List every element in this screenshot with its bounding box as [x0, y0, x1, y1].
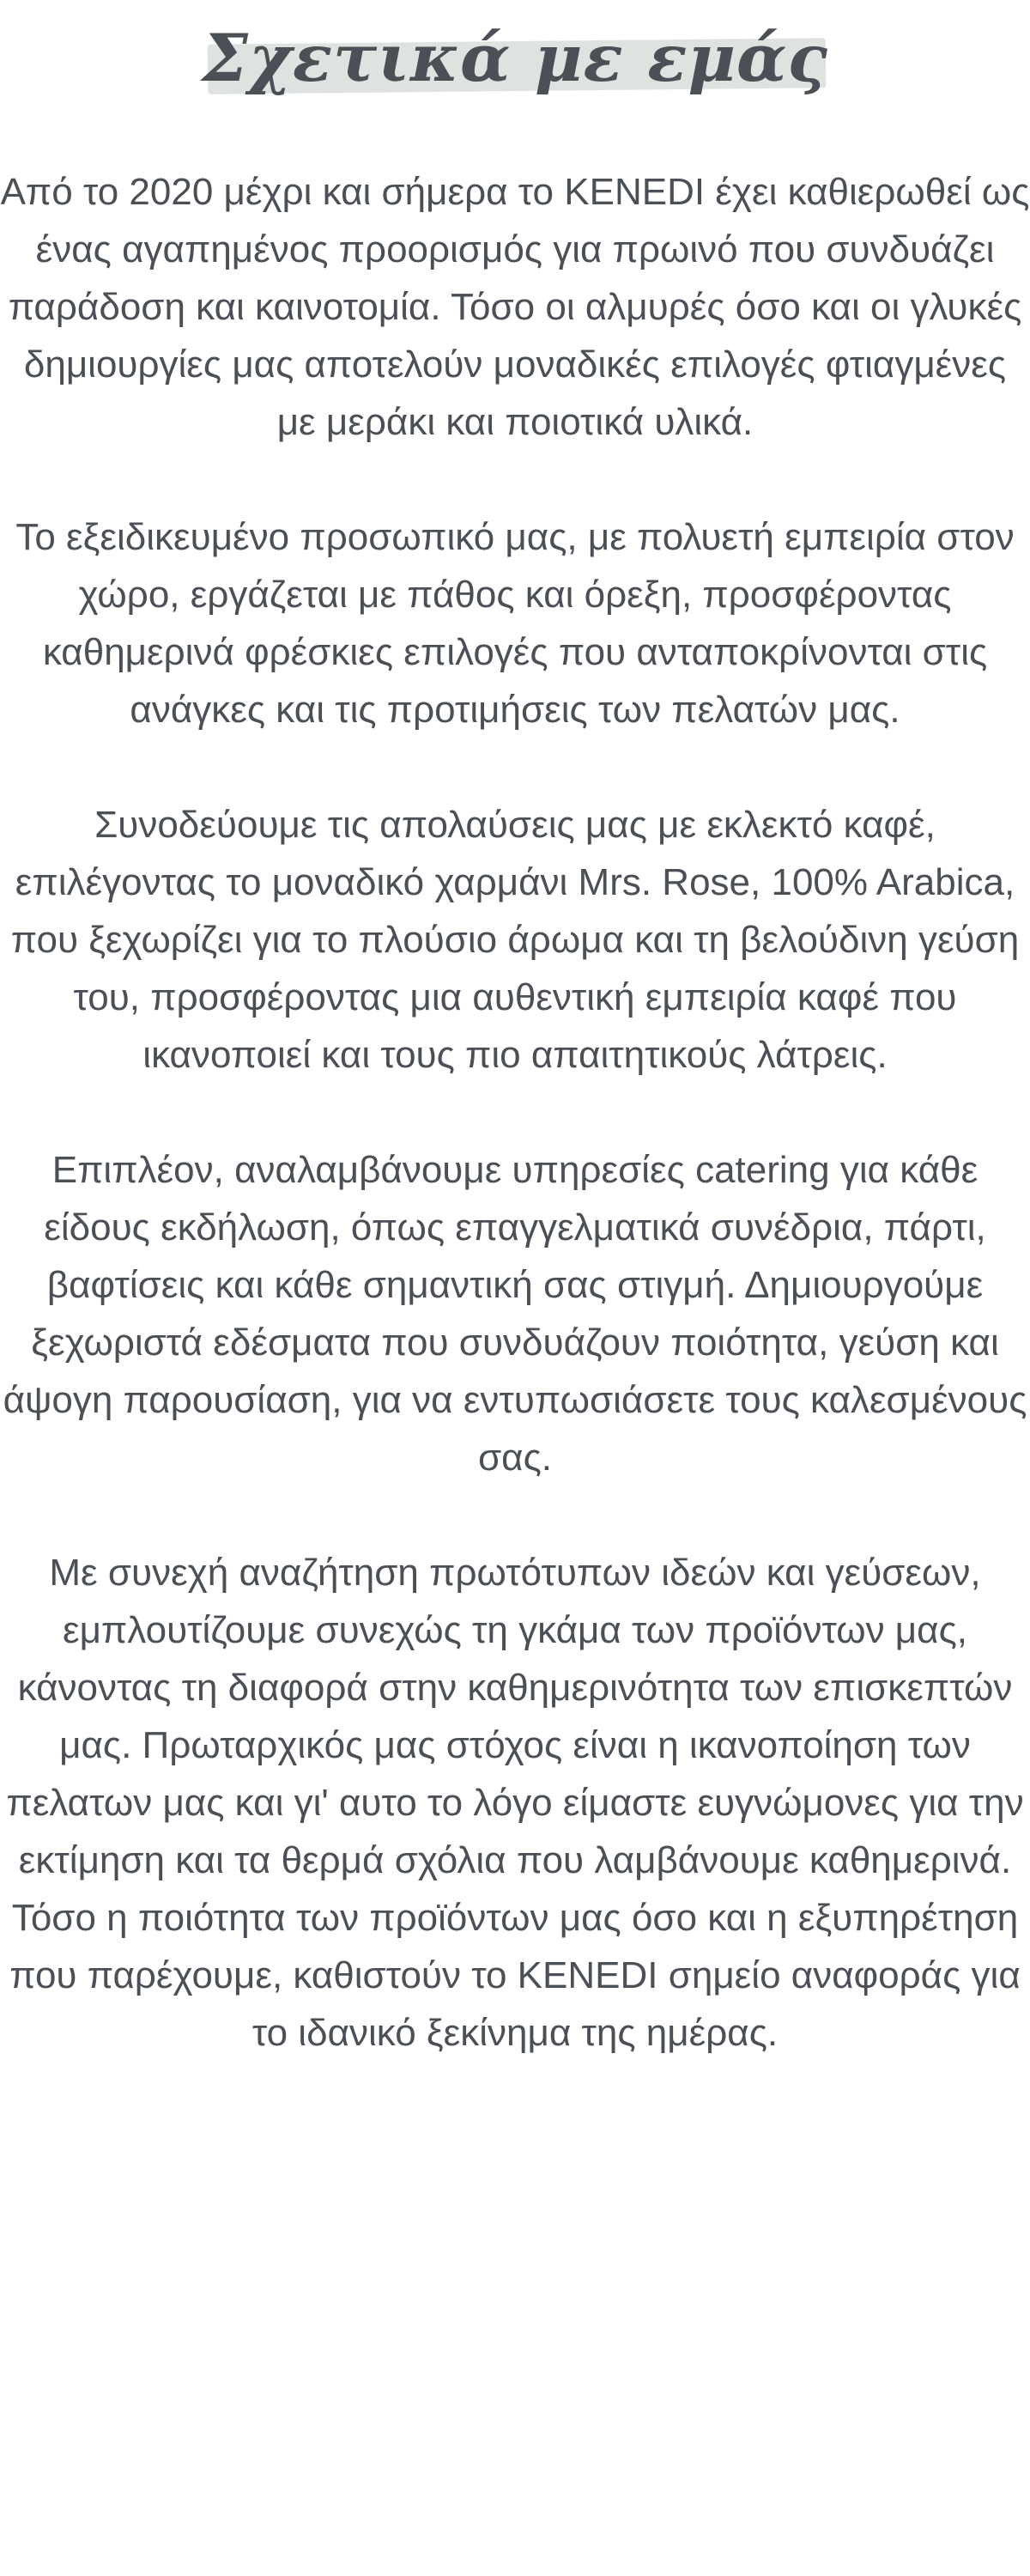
paragraph-coffee: Συνοδεύουμε τις απολαύσεις μας με εκλεκτό καφέ, επιλέγοντας το μοναδικό χαρμάνι Mrs. Rose, 100% Arabica, που ξεχωρίζει για το πλούσιο άρωμα και τη βελούδινη γεύση του, προσφέροντας μια αυθεντική εμπειρία καφέ που ικανοποιεί και τους πιο απαιτητικούς λάτρεις. — [10, 804, 1020, 1076]
title-section — [0, 15, 1030, 101]
paragraph-staff: Το εξειδικευμένο προσωπικό μας, με πολυετή εμπειρία στον χώρο, εργάζεται με πάθος και όρεξη, προσφέροντας καθημερινά φρέσκιες επιλογές που ανταποκρίνονται στις ανάγκες και τις προτιμήσεις των πελατών μας. — [15, 516, 1015, 731]
paragraph-innovation: Με συνεχή αναζήτηση πρωτότυπων ιδεών και γεύσεων, εμπλουτίζουμε συνεχώς τη γκάμα των προϊόντων μας, κάνοντας τη διαφορά στην καθημερινότητα των επισκεπτών μας. Πρωταρχικός μας στόχος είναι η ικανοποίηση των πελατων μας και γι' αυτο το λόγο είμαστε ευγνώμονες για την εκτίμηση και τα θερμά σχόλια που λαμβάνουμε καθημερινά. — [6, 1552, 1024, 1881]
about-content — [0, 163, 1030, 2062]
paragraph-catering: Επιπλέον, αναλαμβάνουμε υπηρεσίες catering για κάθε είδους εκδήλωση, όπως επαγγελματικά συνέδρια, πάρτι, βαφτίσεις και κάθε σημαντική σας στιγμή. Δημιουργούμε ξεχωριστά εδέσματα που συνδυάζουν ποιότητα, γεύση και άψογη παρουσίαση, για να εντυπωσιάσετε τους καλεσμένους σας. — [3, 1149, 1027, 1479]
page-title: Σχετικά με εμάς — [202, 20, 828, 96]
paragraph-closing: Τόσο η ποιότητα των προϊόντων μας όσο και η εξυπηρέτηση που παρέχουμε, καθιστούν το KENEDI σημείο αναφοράς για το ιδανικό ξεκίνημα της ημέρας. — [9, 1897, 1021, 2054]
paragraph-intro: Από το 2020 μέχρι και σήμερα το KENEDI έχει καθιερωθεί ως ένας αγαπημένος προορισμός για πρωινό που συνδυάζει παράδοση και καινοτομία. Τόσο οι αλμυρές όσο και οι γλυκές δημιουργίες μας αποτελούν μοναδικές επιλογές φτιαγμένες με μεράκι και ποιοτικά υλικά. — [0, 171, 1030, 443]
